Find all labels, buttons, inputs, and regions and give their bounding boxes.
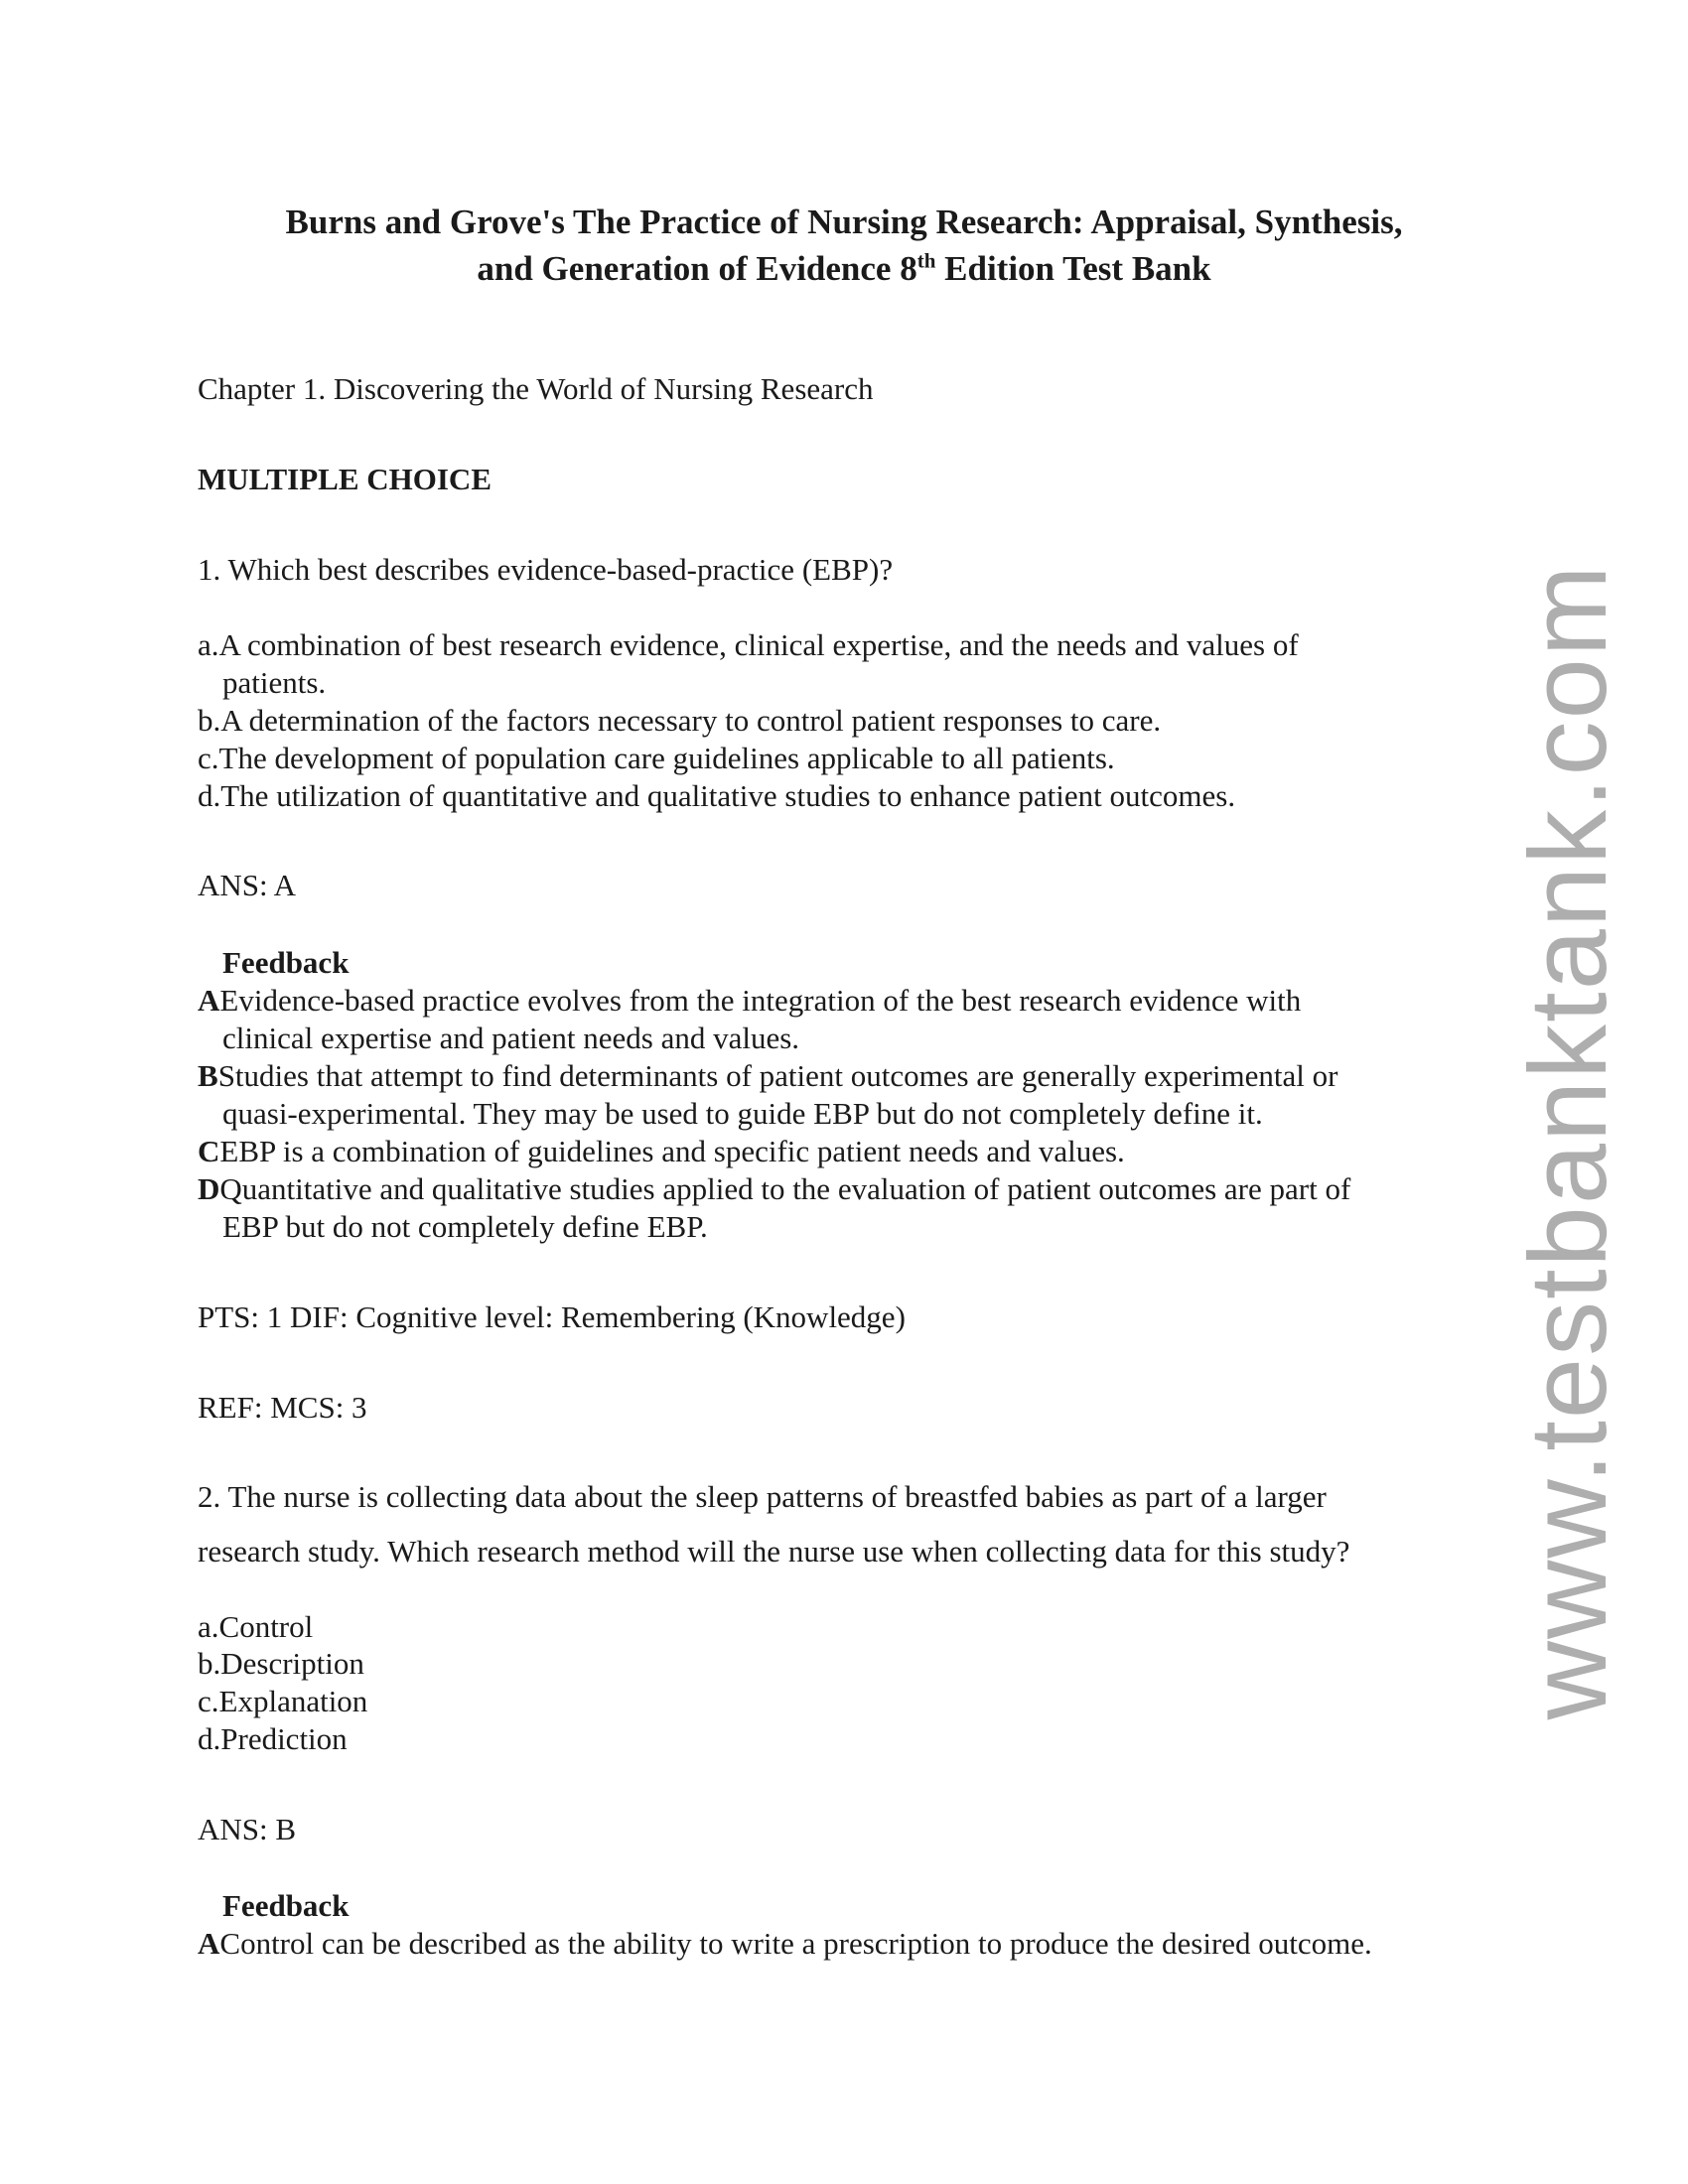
title-line-1: Burns and Grove's The Practice of Nursing Research: Appraisal, Synthesis, [285,203,1403,241]
option-c [198,1683,367,1720]
question-2-stem: 2. The nurse is collecting data about the sleep patterns of breastfed babies as part of a larger [198,1479,1327,1514]
feedback-text: Control can be described as the ability to write a prescription to produce the desired outcome. [219,1926,1372,1961]
option-text: A determination of the factors necessary to control patient responses to care. [220,703,1162,738]
feedback-b [198,1057,1337,1095]
feedback-heading: Feedback [222,945,350,980]
title-text: Edition Test Bank [935,249,1211,288]
feedback-text: EBP is a combination of guidelines and specific patient needs and values. [219,1134,1125,1168]
option-b [198,1645,364,1683]
feedback-d-continued: EBP but do not completely define EBP. [222,1209,708,1244]
option-key: a. [198,1609,219,1644]
option-key: d. [198,1721,221,1756]
option-text: Description [220,1646,364,1681]
feedback-text: Evidence-based practice evolves from the integration of the best research evidence with [219,983,1302,1018]
option-c [198,740,1115,777]
answer: ANS: A [198,868,297,902]
feedback-key: B [198,1058,218,1093]
option-d [198,1720,348,1758]
question-1-stem: 1. Which best describes evidence-based-practice (EBP)? [198,552,894,587]
question-2-stem-continued: research study. Which research method will the nurse use when collecting data for this study? [198,1534,1350,1569]
option-key: c. [198,741,219,775]
option-text: A combination of best research evidence, clinical expertise, and the needs and values of [218,627,1299,662]
option-key: d. [198,778,221,813]
feedback-key: A [198,1926,220,1961]
option-key: b. [198,1646,221,1681]
title-superscript: th [916,248,936,273]
option-a [198,626,1299,664]
option-text: Explanation [218,1684,368,1718]
title-text: and Generation of Evidence 8 [477,249,917,288]
feedback-b-continued: quasi-experimental. They may be used to guide EBP but do not completely define it. [222,1096,1263,1131]
feedback-a [198,1925,1372,1963]
feedback-a [198,982,1301,1020]
option-a [198,1608,313,1646]
feedback-key: D [198,1171,220,1206]
option-key: c. [198,1684,219,1718]
feedback-heading: Feedback [222,1888,350,1923]
chapter-heading: Chapter 1. Discovering the World of Nursing Research [198,371,874,406]
section-heading: MULTIPLE CHOICE [198,462,492,496]
reference: REF: MCS: 3 [198,1390,367,1425]
option-text: Prediction [220,1721,348,1756]
option-key: a. [198,627,219,662]
feedback-text: Studies that attempt to find determinants of patient outcomes are generally experimental or [217,1058,1338,1093]
feedback-a-continued: clinical expertise and patient needs and values. [222,1021,800,1055]
feedback-key: A [198,983,220,1018]
feedback-text: Quantitative and qualitative studies applied to the evaluation of patient outcomes are part of [219,1171,1351,1206]
option-key: b. [198,703,221,738]
feedback-key: C [198,1134,220,1168]
option-text: Control [218,1609,314,1644]
option-text: The utilization of quantitative and qualitative studies to enhance patient outcomes. [220,778,1236,813]
option-d [198,777,1235,815]
feedback-c [198,1133,1125,1170]
feedback-d [198,1170,1350,1208]
option-text: The development of population care guidelines applicable to all patients. [218,741,1115,775]
option-a-continued: patients. [222,665,327,700]
title-line-2 [0,245,1688,292]
option-b [198,702,1161,740]
document-title [0,199,1688,292]
answer: ANS: B [198,1812,297,1846]
points-difficulty: PTS: 1 DIF: Cognitive level: Remembering (Knowledge) [198,1299,906,1334]
watermark: www.testbanktank.com [1507,563,1629,1720]
